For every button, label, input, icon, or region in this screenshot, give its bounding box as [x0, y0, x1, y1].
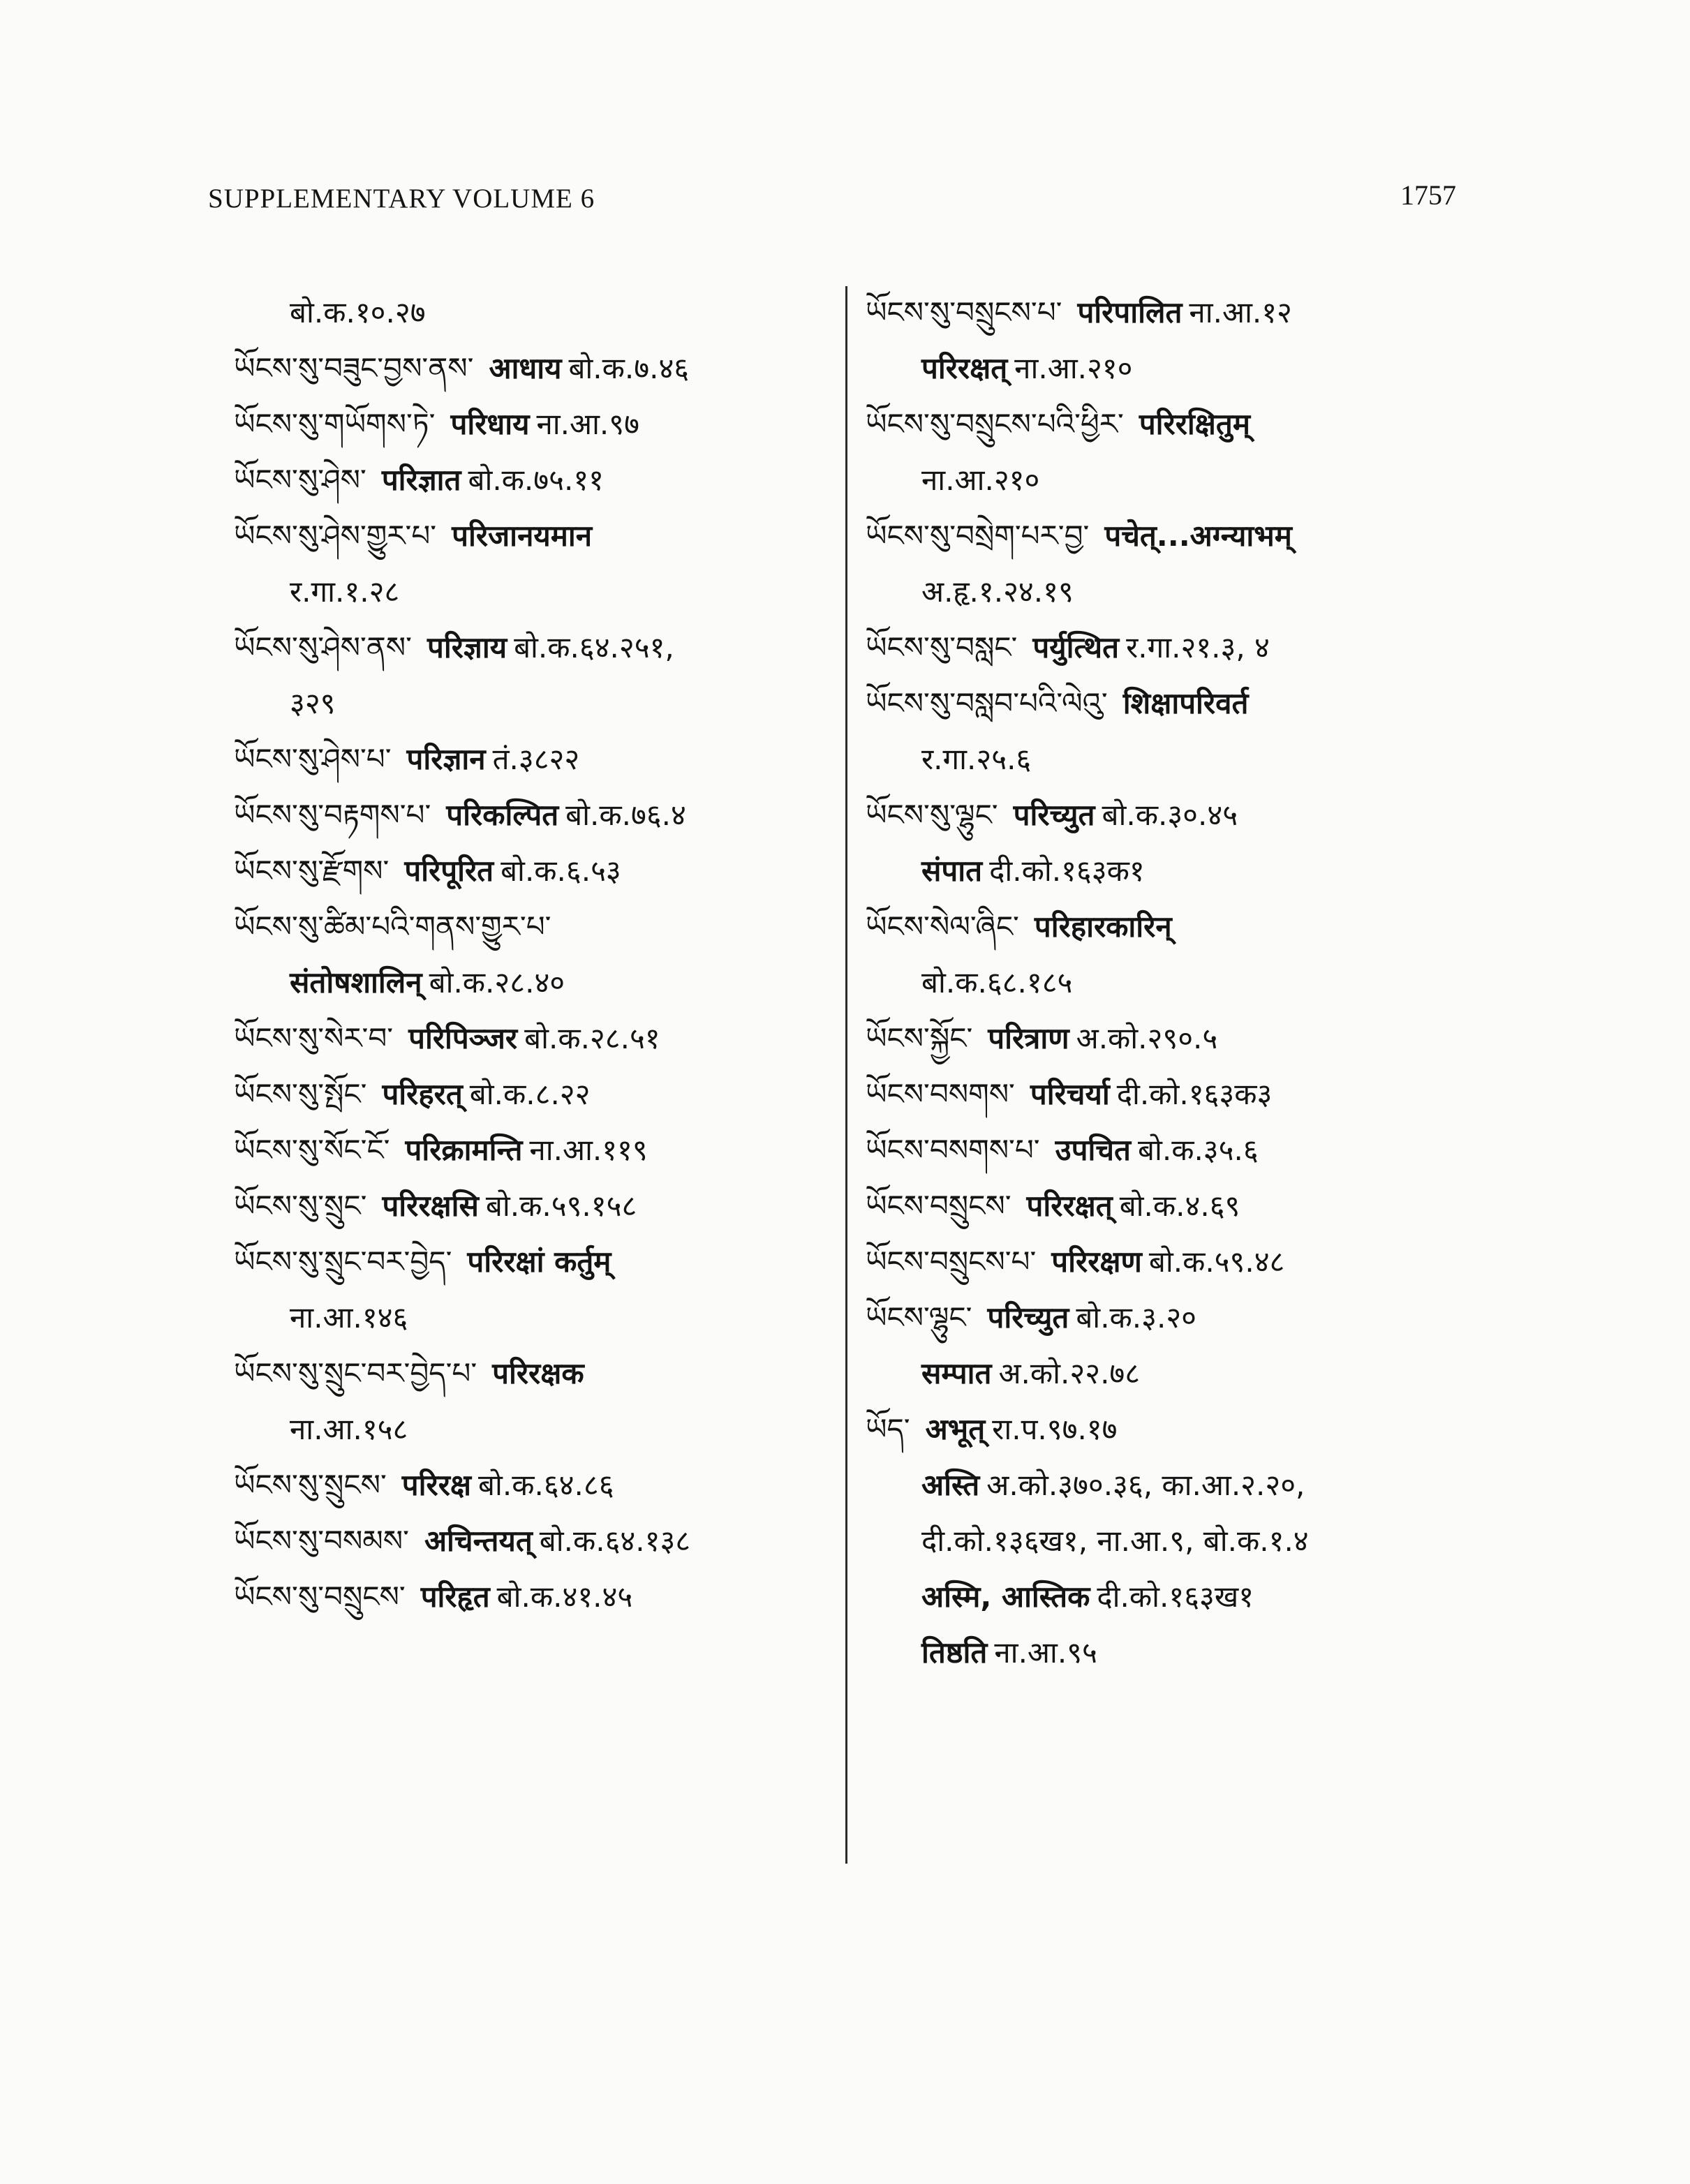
dictionary-entry — [866, 396, 1438, 452]
sanskrit-equivalent: परिज्ञान — [406, 742, 486, 776]
dictionary-entry — [866, 620, 1438, 676]
source-reference: दी.को.१६३क३ — [1116, 1077, 1273, 1111]
entry-continuation-line — [866, 843, 1438, 899]
source-reference: दी.को.१३६ख१, ना.आ.९, बो.क.१.४ — [921, 1524, 1309, 1558]
source-reference: अ.को.२२.७८ — [998, 1356, 1141, 1390]
sanskrit-equivalent: परित्राण — [988, 1021, 1069, 1055]
sanskrit-equivalent: उपचित — [1055, 1133, 1131, 1167]
sanskrit-equivalent: परिरक्ष — [401, 1468, 471, 1502]
dictionary-entry — [866, 508, 1438, 564]
sanskrit-equivalent: संतोषशालिन् — [290, 965, 422, 1000]
source-reference: ना.आ.१४६ — [290, 1300, 408, 1335]
dictionary-entry — [234, 1513, 834, 1569]
sanskrit-equivalent: परिच्युत — [1013, 798, 1095, 832]
source-reference: बो.क.६.५३ — [501, 854, 621, 888]
sanskrit-equivalent: परिरक्षत् — [1026, 1189, 1113, 1223]
tibetan-headword: ཡོངས་སུ་སྲུངས་ — [234, 1468, 387, 1502]
tibetan-headword: ཡོངས་སུ་ལྷུང་ — [866, 798, 998, 832]
source-reference: अ.को.२९०.५ — [1076, 1021, 1218, 1055]
tibetan-headword: ཡོངས་སུ་བསླབ་པའི་ལེའུ་ — [866, 686, 1108, 720]
tibetan-headword: ཡོངས་སུ་ཤེས་པ་ — [234, 742, 392, 776]
tibetan-headword: ཡོངས་སུ་སོང་ངོ་ — [234, 1133, 390, 1167]
entry-continuation-line — [866, 1457, 1438, 1513]
tibetan-headword: ཡོངས་སུ་སེར་བ་ — [234, 1021, 394, 1055]
dictionary-entry — [234, 1067, 834, 1122]
sanskrit-equivalent: अचिन्तयत् — [424, 1524, 533, 1558]
entry-continuation-line — [866, 452, 1438, 508]
entry-continuation-line — [866, 955, 1438, 1011]
tibetan-headword: ཡོངས་ལྷུང་ — [866, 1300, 972, 1335]
page-number: 1757 — [1400, 179, 1456, 211]
dictionary-entry — [234, 1346, 834, 1402]
sanskrit-equivalent: परिरक्षण — [1051, 1245, 1142, 1279]
dictionary-entry — [866, 1402, 1438, 1457]
tibetan-headword: ཡོངས་སུ་བཟུང་བྱས་ནས་ — [234, 351, 474, 385]
source-reference: र.गा.२५.६ — [921, 742, 1032, 776]
sanskrit-equivalent: सम्पात — [921, 1356, 992, 1390]
source-reference: बो.क.२८.४० — [429, 965, 565, 1000]
sanskrit-equivalent: शिक्षापरिवर्त — [1122, 686, 1249, 720]
tibetan-headword: ཡོངས་སུ་རྫོགས་ — [234, 854, 390, 888]
sanskrit-equivalent: परिरक्षत् — [921, 351, 1008, 385]
source-reference: ना.आ.२१० — [921, 463, 1040, 497]
source-reference: बो.क.३.२० — [1076, 1300, 1197, 1335]
source-reference: ना.आ.१५८ — [290, 1412, 408, 1446]
source-reference: र.गा.१.२८ — [290, 574, 400, 609]
sanskrit-equivalent: परिजानयमान — [452, 519, 593, 553]
entry-continuation-line — [866, 1625, 1438, 1681]
sanskrit-equivalent: संपात — [921, 854, 983, 888]
entry-continuation-line — [866, 1346, 1438, 1402]
entry-continuation-line — [866, 341, 1438, 396]
tibetan-headword: ཡོངས་སུ་ཤེས་གྱུར་པ་ — [234, 519, 437, 553]
source-reference: दी.को.१६३क१ — [989, 854, 1145, 888]
source-reference: बो.क.६८.१८५ — [921, 965, 1073, 1000]
source-reference: बो.क.४.६९ — [1119, 1189, 1240, 1223]
entry-continuation-line — [234, 955, 834, 1011]
source-reference: ना.आ.९५ — [994, 1635, 1097, 1670]
source-reference: अ.हृ.१.२४.१९ — [921, 574, 1074, 609]
dictionary-entry — [234, 1122, 834, 1178]
sanskrit-equivalent: अस्ति — [921, 1468, 980, 1502]
tibetan-headword: ཡོངས་སུ་སྤོང་ — [234, 1077, 367, 1111]
tibetan-headword: ཡོངས་སུ་གཡོགས་ཏེ་ — [234, 407, 436, 441]
source-reference: बो.क.३५.६ — [1137, 1133, 1259, 1167]
tibetan-headword: ཡོངས་སེལ་ཞིང་ — [866, 909, 1019, 944]
sanskrit-equivalent: परिचर्या — [1030, 1077, 1110, 1111]
tibetan-headword: ཡོད་ — [866, 1412, 910, 1446]
tibetan-headword: ཡོངས་སུ་ཤེས་ — [234, 463, 366, 497]
source-reference: बो.क.८.२२ — [469, 1077, 591, 1111]
sanskrit-equivalent: परिरक्षितुम् — [1139, 407, 1250, 441]
source-reference: बो.क.४१.४५ — [496, 1580, 633, 1614]
source-reference: बो.क.७६.४ — [565, 798, 686, 832]
dictionary-entry — [234, 341, 834, 396]
tibetan-headword: ཡོངས་སུ་བསམས་ — [234, 1524, 409, 1558]
sanskrit-equivalent: परिपालित — [1077, 295, 1183, 329]
sanskrit-equivalent: परिपूरित — [404, 854, 494, 888]
dictionary-entry — [234, 620, 834, 676]
tibetan-headword: ཡོངས་བསགས་ — [866, 1077, 1015, 1111]
sanskrit-equivalent: परिरक्षसि — [382, 1189, 479, 1223]
dictionary-entry — [234, 1011, 834, 1067]
sanskrit-equivalent: आधाय — [489, 351, 562, 385]
tibetan-headword: ཡོངས་སུ་བསྲུངས་ — [234, 1580, 406, 1614]
entry-continuation-line — [234, 564, 834, 620]
dictionary-entry — [866, 1067, 1438, 1122]
source-reference: रा.प.९७.१७ — [992, 1412, 1118, 1446]
sanskrit-equivalent: परिहारकारिन् — [1034, 909, 1172, 944]
source-reference: ३२९ — [290, 686, 336, 720]
dictionary-entry — [234, 1178, 834, 1234]
source-reference: ना.आ.९७ — [536, 407, 639, 441]
source-reference: अ.को.३७०.३६, का.आ.२.२०, — [986, 1468, 1305, 1502]
sanskrit-equivalent: परिकल्पित — [446, 798, 559, 832]
dictionary-entry — [866, 899, 1438, 955]
dictionary-entry — [234, 1457, 834, 1513]
source-reference: बो.क.७५.११ — [468, 463, 604, 497]
dictionary-entry — [234, 452, 834, 508]
sanskrit-equivalent: परिरक्षां कर्तुम् — [467, 1245, 611, 1279]
source-reference: ना.आ.१२ — [1189, 295, 1292, 329]
dictionary-entry — [866, 1122, 1438, 1178]
dictionary-entry — [866, 1011, 1438, 1067]
tibetan-headword: ཡོངས་སུ་ཚིམ་པའི་གནས་གྱུར་པ་ — [234, 909, 551, 944]
dictionary-entry — [234, 731, 834, 787]
source-reference: र.गा.२१.३, ४ — [1126, 630, 1270, 664]
source-reference: बो.क.६४.८६ — [478, 1468, 614, 1502]
left-column — [234, 285, 834, 1625]
source-reference: बो.क.१०.२७ — [290, 295, 426, 329]
dictionary-entry — [234, 843, 834, 899]
tibetan-headword: ཡོངས་བསགས་པ་ — [866, 1133, 1040, 1167]
tibetan-headword: ཡོངས་སུ་སྲུང་བར་བྱེད་ — [234, 1245, 452, 1279]
sanskrit-equivalent: परिरक्षक — [492, 1356, 584, 1390]
running-head: SUPPLEMENTARY VOLUME 6 — [208, 184, 595, 214]
column-divider — [845, 286, 847, 1864]
sanskrit-equivalent: परिधाय — [450, 407, 530, 441]
tibetan-headword: ཡོངས་སུ་སྲུང་བར་བྱེད་པ་ — [234, 1356, 477, 1390]
sanskrit-equivalent: अभूत् — [925, 1412, 986, 1446]
dictionary-entry — [234, 1234, 834, 1290]
entry-continuation-line — [866, 564, 1438, 620]
sanskrit-equivalent: परिहृत — [420, 1580, 490, 1614]
sanskrit-equivalent: परिच्युत — [987, 1300, 1069, 1335]
source-reference: ना.आ.११९ — [529, 1133, 648, 1167]
tibetan-headword: ཡོངས་བསྲུངས་ — [866, 1189, 1011, 1223]
source-reference: बो.क.५९.४८ — [1148, 1245, 1285, 1279]
source-reference: बो.क.५९.१५८ — [485, 1189, 637, 1223]
tibetan-headword: ཡོངས་སུ་བསྲུངས་པ་ — [866, 295, 1062, 329]
source-reference: बो.क.६४.१३८ — [539, 1524, 691, 1558]
dictionary-entry — [866, 1234, 1438, 1290]
sanskrit-equivalent: अस्मि, आस्तिक — [921, 1580, 1090, 1614]
dictionary-entry — [234, 396, 834, 452]
tibetan-headword: ཡོངས་སུ་བསྲེག་པར་བྱ་ — [866, 519, 1090, 553]
dictionary-entry — [234, 787, 834, 843]
entry-continuation-line — [866, 1513, 1438, 1569]
sanskrit-equivalent: पर्युत्थित — [1032, 630, 1120, 664]
entry-continuation-line — [234, 1402, 834, 1457]
source-reference: बो.क.२८.५१ — [524, 1021, 660, 1055]
dictionary-entry — [866, 787, 1438, 843]
sanskrit-equivalent: परिहरत् — [382, 1077, 463, 1111]
entry-continuation-line — [234, 285, 834, 341]
dictionary-entry — [234, 1569, 834, 1625]
source-reference: ना.आ.२१० — [1014, 351, 1133, 385]
tibetan-headword: ཡོངས་སུ་སྲུང་ — [234, 1189, 367, 1223]
sanskrit-equivalent: परिपिञ्जर — [408, 1021, 518, 1055]
dictionary-entry — [866, 1290, 1438, 1346]
dictionary-entry — [866, 676, 1438, 731]
dictionary-entry — [234, 899, 834, 955]
sanskrit-equivalent: परिज्ञात — [381, 463, 461, 497]
source-reference: बो.क.६४.२५१, — [514, 630, 674, 664]
source-reference: बो.क.७.४६ — [568, 351, 690, 385]
tibetan-headword: ཡོངས་སུ་ཤེས་ནས་ — [234, 630, 412, 664]
source-reference: तं.३८२२ — [492, 742, 580, 776]
dictionary-entry — [866, 1178, 1438, 1234]
source-reference: दी.को.१६३ख१ — [1097, 1580, 1254, 1614]
tibetan-headword: ཡོངས་སུ་བསྲུངས་པའི་ཕྱིར་ — [866, 407, 1124, 441]
tibetan-headword: ཡོངས་སུ་བརྟགས་པ་ — [234, 798, 431, 832]
tibetan-headword: ཡོངས་སུ་བསླང་ — [866, 630, 1018, 664]
entry-continuation-line — [234, 1290, 834, 1346]
dictionary-entry — [866, 285, 1438, 341]
sanskrit-equivalent: पचेत्...अग्न्याभम् — [1104, 519, 1292, 553]
tibetan-headword: ཡོངས་བསྲུངས་པ་ — [866, 1245, 1037, 1279]
sanskrit-equivalent: तिष्ठति — [921, 1635, 988, 1670]
entry-continuation-line — [234, 676, 834, 731]
right-column — [866, 285, 1438, 1681]
sanskrit-equivalent: परिक्रामन्ति — [405, 1133, 523, 1167]
entry-continuation-line — [866, 731, 1438, 787]
sanskrit-equivalent: परिज्ञाय — [427, 630, 507, 664]
source-reference: बो.क.३०.४५ — [1102, 798, 1238, 832]
dictionary-entry — [234, 508, 834, 564]
tibetan-headword: ཡོངས་སྐྱོང་ — [866, 1021, 973, 1055]
entry-continuation-line — [866, 1569, 1438, 1625]
